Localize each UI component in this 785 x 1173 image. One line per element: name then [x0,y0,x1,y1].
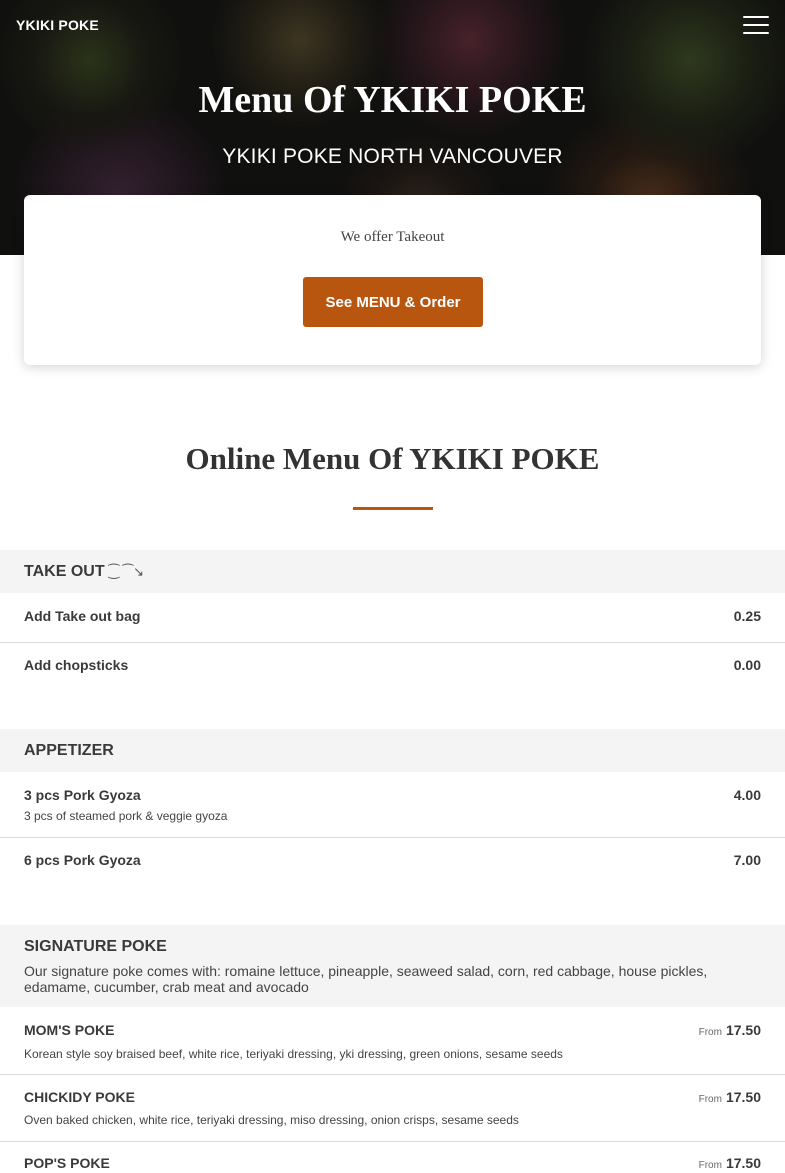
item-name: MOM'S POKE [24,1022,115,1038]
menu-item[interactable] [0,1075,785,1142]
menu-item[interactable] [0,838,785,888]
menu-item[interactable] [0,593,785,643]
item-price: 0.00 [733,657,761,673]
item-name: 3 pcs Pork Gyoza [24,787,141,803]
item-name: 6 pcs Pork Gyoza [24,852,141,868]
hamburger-menu-icon[interactable] [743,16,769,34]
online-menu-title: Online Menu Of YKIKI POKE [185,441,600,476]
item-name: Add chopsticks [24,657,129,673]
item-description: Korean style soy braised beef, white rice, teriyaki dressing, yki dressing, green onions, sesame seeds [24,1047,563,1061]
menu-item[interactable] [0,1142,785,1173]
order-card [24,195,761,365]
price-prefix: From [698,1027,722,1038]
item-price: From 17.50 [698,1022,761,1038]
title-divider [353,507,433,510]
brand-logo[interactable]: YKIKI POKE [16,17,99,33]
price-prefix: From [698,1094,722,1105]
page-title: Menu Of YKIKI POKE [198,79,587,121]
menu-item[interactable] [0,1007,785,1075]
category-header-take-out [0,550,785,593]
category-name: TAKE OUT ⁐ ⁀↘ [24,563,144,580]
category-name: SIGNATURE POKE [24,938,167,955]
item-price: From 17.50 [698,1089,761,1105]
item-price: 4.00 [733,787,761,803]
item-name: POP'S POKE [24,1155,110,1171]
see-menu-order-button[interactable]: See MENU & Order [303,277,483,327]
item-price: 7.00 [733,852,761,868]
item-name: Add Take out bag [24,608,141,624]
takeout-notice: We offer Takeout [340,229,445,245]
menu-item[interactable] [0,772,785,838]
item-name: CHICKIDY POKE [24,1089,135,1105]
category-description: Our signature poke comes with: romaine lettuce, pineapple, seaweed salad, corn, red cabbage, house pickles, edamame, cucumber, crab meat and avocado [24,963,708,995]
restaurant-location: YKIKI POKE NORTH VANCOUVER [222,145,563,168]
item-description: 3 pcs of steamed pork & veggie gyoza [24,809,228,823]
price-prefix: From [698,1160,722,1171]
category-glyphs: ⁐ ⁀↘ [108,564,144,579]
menu-item[interactable] [0,643,785,693]
item-price: 0.25 [733,608,761,624]
category-header-appetizer [0,729,785,772]
item-description: Oven baked chicken, white rice, teriyaki dressing, miso dressing, onion crisps, sesame seeds [24,1113,519,1127]
category-header-signature-poke [0,925,785,1007]
category-name: APPETIZER [24,742,114,759]
item-price: From 17.50 [698,1155,761,1171]
